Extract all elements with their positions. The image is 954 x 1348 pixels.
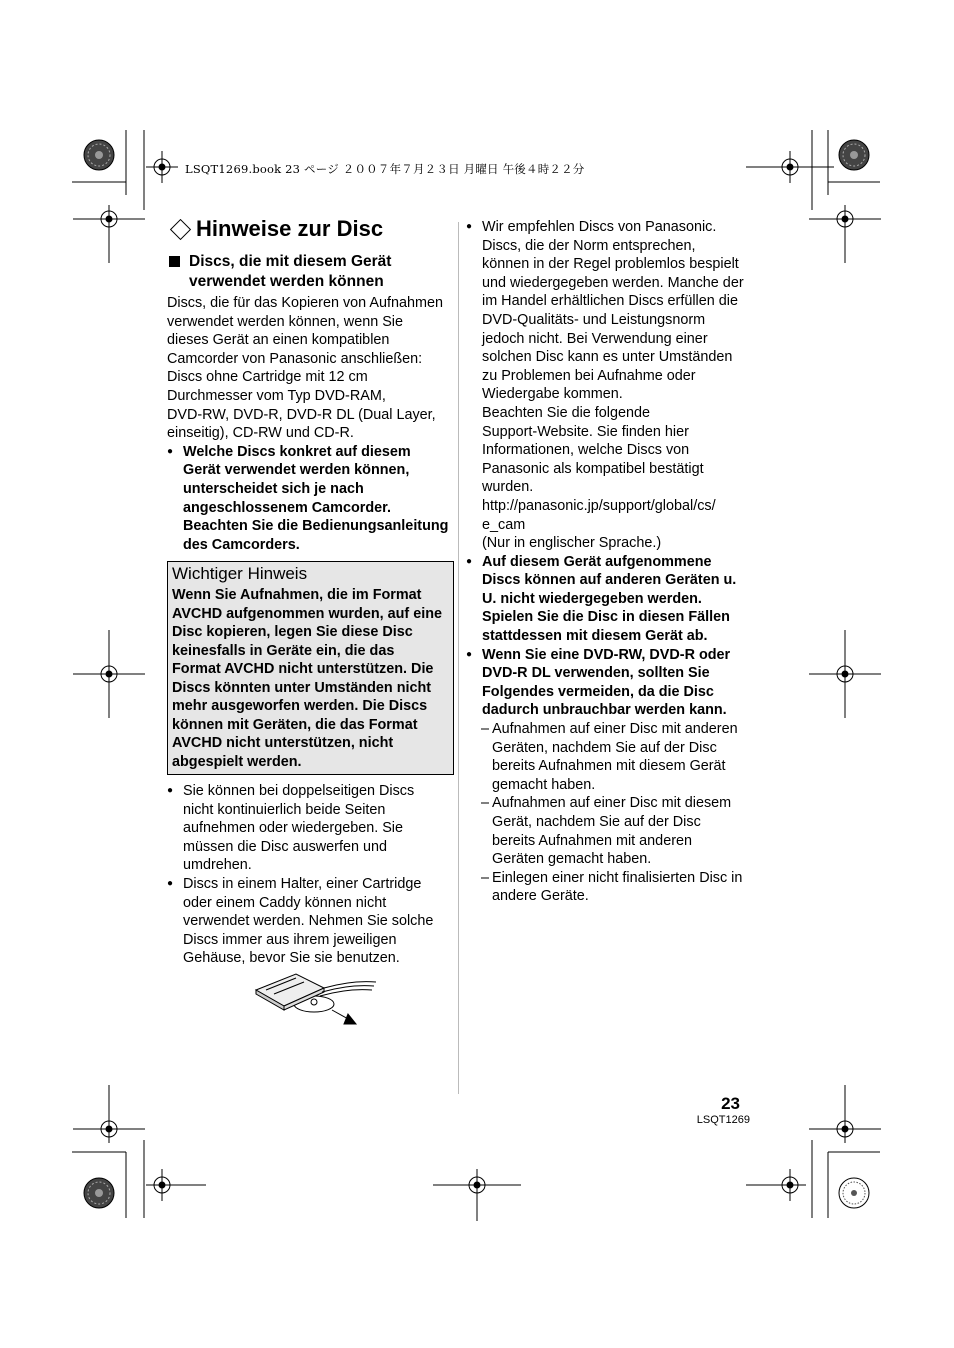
- text-line: ● Welche Discs konkret auf diesem: [183, 443, 411, 460]
- text-line: Support-Website. Sie finden hier: [482, 423, 689, 440]
- bullet-item: [167, 782, 457, 875]
- right-column: [466, 218, 752, 906]
- text-line: stattdessen mit diesem Gerät ab.: [482, 628, 708, 645]
- dash-item: [466, 869, 752, 906]
- text-line: andere Geräte.: [492, 888, 589, 905]
- text-line: Disc kopieren, legen Sie diese Disc: [172, 624, 413, 640]
- important-notice-box: [167, 561, 454, 775]
- text-line: DVD-Qualitäts- und Leistungsnorm: [482, 311, 706, 328]
- text-line: aufnehmen oder wiedergeben. Sie: [183, 820, 404, 837]
- text-line: Discs können auf anderen Geräten u.: [482, 572, 737, 589]
- print-header: LSQT1269.book 23 ページ ２００７年７月２３日 月曜日 午後４時２２分: [185, 162, 585, 176]
- text-line: des Camcorders.: [183, 536, 300, 553]
- text-line: Format AVCHD nicht unterstützen. Die: [172, 661, 434, 677]
- text-line: Discs, die der Norm entsprechen,: [482, 237, 696, 254]
- text-line: – Aufnahmen auf einer Disc mit anderen: [492, 721, 738, 738]
- text-line: (Nur in englischer Sprache.): [482, 535, 662, 552]
- text-line: Informationen, welche Discs von: [482, 442, 690, 459]
- subheading-text: Discs, die mit diesem Gerät verwendet werden können: [189, 253, 392, 290]
- text-line: einseitig), CD-RW und CD-R.: [167, 425, 354, 442]
- left-column-lower: [167, 782, 457, 968]
- bullet-item: [466, 218, 752, 553]
- text-line: und wiedergegeben werden. Manche der: [482, 274, 744, 291]
- column-separator: [458, 222, 459, 1094]
- text-line: bereits Aufnahmen mit diesem Gerät: [492, 758, 726, 775]
- dash-item: [466, 794, 752, 868]
- text-line: ● Auf diesem Gerät aufgenommene: [482, 553, 712, 570]
- text-line: im Handel erhältlichen Discs erfüllen die: [482, 293, 738, 310]
- text-line: müssen die Disc auswerfen und: [183, 838, 387, 855]
- text-line: können mit Geräten, die das Format: [172, 716, 418, 733]
- text-line: dadurch unbrauchbar werden kann.: [482, 702, 727, 719]
- text-line: ● Wir empfehlen Discs von Panasonic.: [482, 219, 717, 235]
- text-line: wurden.: [482, 479, 534, 496]
- text-line: solchen Disc kann es unter Umständen: [482, 349, 733, 366]
- text-line: Durchmesser vom Typ DVD-RAM,: [167, 387, 386, 404]
- page-title: [168, 216, 383, 242]
- text-line: ● Discs in einem Halter, einer Cartridge: [183, 875, 422, 892]
- text-line: Wenn Sie Aufnahmen, die im Format: [172, 587, 422, 603]
- text-line: Gerät verwendet werden können,: [183, 462, 410, 479]
- text-line: ● Wenn Sie eine DVD-RW, DVD-R oder: [482, 646, 731, 663]
- text-line: keinesfalls in Geräte ein, die das: [172, 642, 395, 659]
- text-line: DVD-RW, DVD-R, DVD-R DL (Dual Layer,: [167, 406, 436, 423]
- text-line: AVCHD nicht unterstützen, nicht: [172, 735, 394, 751]
- section-subheading: [167, 252, 457, 292]
- left-column: [167, 294, 457, 554]
- text-line: oder einem Caddy können nicht: [183, 894, 387, 911]
- notice-title: Wichtiger Hinweis: [172, 564, 308, 583]
- notice-body: [172, 586, 450, 771]
- support-url: http://panasonic.jp/support/global/cs/: [482, 497, 716, 514]
- text-line: Spielen Sie die Disc in diesen Fällen: [482, 609, 730, 626]
- text-line: ● Sie können bei doppelseitigen Discs: [183, 783, 415, 799]
- text-line: U. nicht wiedergegeben werden.: [482, 590, 702, 607]
- text-line: Discs, die für das Kopieren von Aufnahmen: [167, 295, 443, 311]
- bullet-item: [167, 875, 457, 968]
- intro-paragraph: [167, 294, 457, 443]
- text-line: – Aufnahmen auf einer Disc mit diesem: [492, 795, 732, 812]
- text-line: bereits Aufnahmen mit anderen: [492, 832, 692, 849]
- text-line: umdrehen.: [183, 857, 252, 874]
- text-line: gemacht haben.: [492, 776, 596, 793]
- text-line: nicht kontinuierlich beide Seiten: [183, 801, 386, 818]
- text-line: AVCHD aufgenommen wurden, auf eine: [172, 605, 442, 622]
- disc-removal-illustration: [252, 972, 382, 1030]
- text-line: Gerät, nachdem Sie auf der Disc: [492, 814, 701, 830]
- text-line: DVD-R DL verwenden, sollten Sie: [482, 665, 710, 682]
- text-line: Camcorder von Panasonic anschließen:: [167, 350, 423, 367]
- text-line: Discs immer aus ihrem jeweiligen: [183, 931, 397, 948]
- text-line: angeschlossenem Camcorder.: [183, 499, 391, 516]
- text-line: Discs könnten unter Umständen nicht: [172, 679, 432, 696]
- text-line: verwendet werden können, wenn Sie: [167, 313, 403, 330]
- square-bullet-icon: [169, 256, 180, 267]
- bullet-item: [167, 443, 457, 555]
- support-url: e_cam: [482, 516, 526, 533]
- page-title-text: Hinweise zur Disc: [196, 216, 384, 241]
- text-line: Beachten Sie die folgende: [482, 404, 651, 421]
- diamond-icon: [170, 219, 191, 240]
- bullet-item: [466, 553, 752, 646]
- text-line: Geräten gemacht haben.: [492, 851, 652, 868]
- document-code: LSQT1269: [696, 1114, 750, 1126]
- text-line: unterscheidet sich je nach: [183, 480, 364, 497]
- text-line: jedoch nicht. Bei Verwendung einer: [482, 330, 708, 347]
- text-line: Beachten Sie die Bedienungsanleitung: [183, 518, 449, 535]
- text-line: Panasonic als kompatibel bestätigt: [482, 460, 704, 477]
- text-line: Discs ohne Cartridge mit 12 cm: [167, 369, 368, 386]
- text-line: können in der Regel problemlos bespielt: [482, 256, 739, 273]
- text-line: verwendet werden. Nehmen Sie solche: [183, 913, 434, 930]
- text-line: Gehäuse, bevor Sie sie benutzen.: [183, 950, 400, 967]
- bullet-item: [466, 646, 752, 720]
- text-line: dieses Gerät an einen kompatiblen: [167, 332, 390, 349]
- text-line: Geräten, nachdem Sie auf der Disc: [492, 739, 717, 756]
- dash-item: [466, 720, 752, 794]
- text-line: mehr ausgeworfen werden. Die Discs: [172, 698, 428, 714]
- text-line: abgespielt werden.: [172, 753, 302, 770]
- text-line: zu Problemen bei Aufnahme oder: [482, 367, 696, 384]
- text-line: – Einlegen einer nicht finalisierten Disc in: [492, 869, 743, 886]
- page-number: 23: [721, 1094, 740, 1113]
- text-line: Wiedergabe kommen.: [482, 386, 623, 403]
- text-line: Folgendes vermeiden, da die Disc: [482, 683, 714, 700]
